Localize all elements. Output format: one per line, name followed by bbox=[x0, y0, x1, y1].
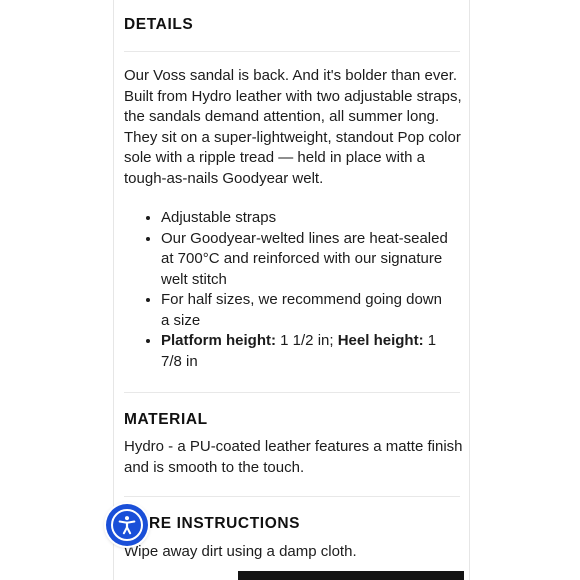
heel-height-label: Heel height: bbox=[337, 332, 424, 349]
care-divider bbox=[124, 496, 460, 497]
page-background-right bbox=[468, 0, 580, 580]
platform-height-label: Platform height: bbox=[161, 332, 276, 349]
list-item: • For half sizes, we recommend going down a size bbox=[161, 290, 454, 331]
product-info-panel bbox=[113, 0, 470, 580]
care-instructions-heading[interactable]: RE INSTRUCTIONS bbox=[149, 515, 301, 532]
accessibility-icon bbox=[111, 509, 143, 541]
accessibility-figure-icon bbox=[116, 514, 138, 536]
heel-height-value: 1 7/8 in bbox=[161, 332, 437, 370]
material-divider bbox=[124, 392, 460, 393]
details-heading[interactable]: DETAILS bbox=[124, 16, 194, 33]
details-divider bbox=[124, 51, 460, 52]
material-text: Hydro - a PU-coated leather features a matte finish and is smooth to the touch. bbox=[124, 438, 463, 476]
list-item: • Adjustable straps bbox=[161, 208, 454, 229]
care-text: Wipe away dirt using a damp cloth. bbox=[124, 543, 357, 560]
material-heading[interactable]: MATERIAL bbox=[124, 411, 208, 428]
platform-height-value: 1 1/2 in; bbox=[276, 332, 338, 349]
accessibility-button[interactable] bbox=[106, 504, 148, 546]
add-to-cart-bar[interactable] bbox=[238, 571, 464, 580]
dimensions-item bbox=[161, 331, 454, 372]
details-bullet-list bbox=[124, 208, 454, 372]
page-background-left bbox=[0, 0, 113, 580]
list-item: • Our Goodyear-welted lines are heat-sealed at 700°C and reinforced with our signature welt stitch bbox=[161, 229, 454, 291]
details-description: Our Voss sandal is back. And it's bolder than ever. Built from Hydro leather with two adjustable straps, the sandals demand attention, all summer long. They sit on a super-lightweight, standout Pop color sole with a ripple tread — held in place with a tough-as-nails Goodyear welt. bbox=[124, 67, 462, 187]
